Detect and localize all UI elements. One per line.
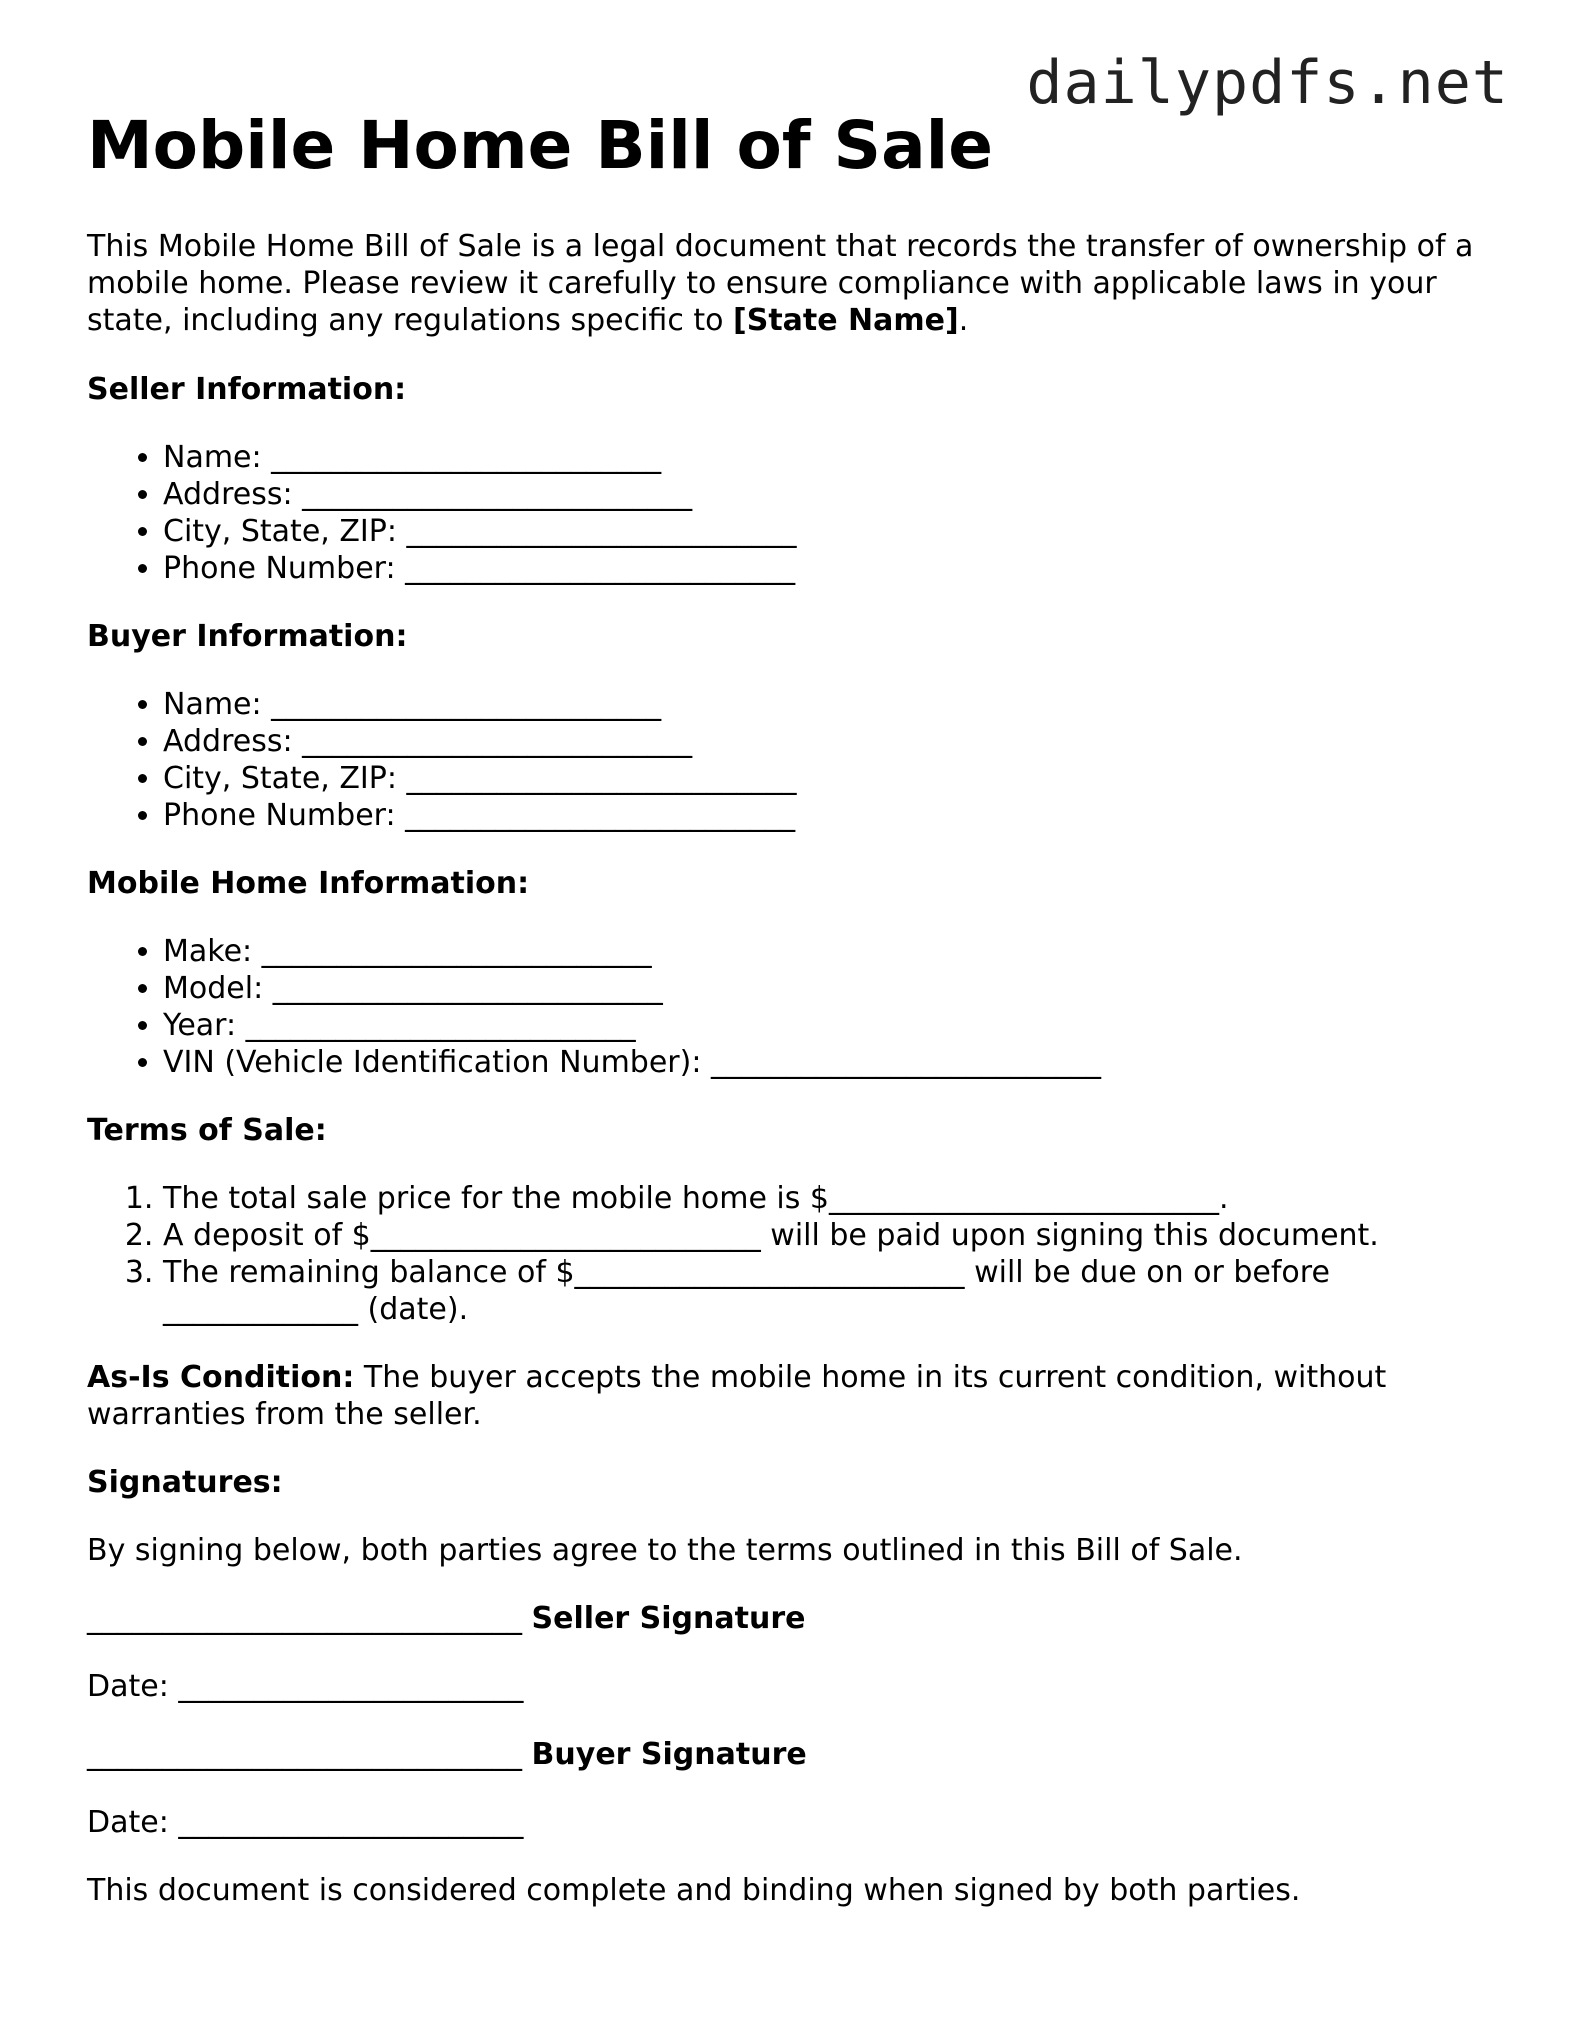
signatures-statement: By signing below, both parties agree to the terms outlined in this Bill of Sale.	[87, 1532, 1243, 1568]
page-title: Mobile Home Bill of Sale	[87, 107, 993, 184]
deposit-term[interactable]: 2. A deposit of $__________________________ will be paid upon signing this document.	[163, 1217, 1507, 1254]
make-field[interactable]: • Make: __________________________	[163, 933, 1507, 970]
seller-name-field[interactable]: • Name: __________________________	[163, 439, 1507, 476]
terms-heading: Terms of Sale:	[87, 1112, 327, 1148]
seller-city-state-zip-field[interactable]: • City, State, ZIP: __________________________	[163, 513, 1507, 550]
seller-fields	[87, 439, 1507, 587]
buyer-signature-label: Buyer Signature	[531, 1736, 807, 1772]
buyer-phone-field[interactable]: • Phone Number: __________________________	[163, 797, 1507, 834]
seller-address-field[interactable]: • Address: __________________________	[163, 476, 1507, 513]
model-field[interactable]: • Model: __________________________	[163, 970, 1507, 1007]
state-name-placeholder: [State Name]	[733, 302, 959, 338]
watermark: dailypdfs.net	[1026, 48, 1509, 118]
seller-signature-line[interactable]: _____________________________ Seller Signature	[87, 1600, 806, 1636]
buyer-signature-line[interactable]: _____________________________ Buyer Signature	[87, 1736, 807, 1772]
closing-statement: This document is considered complete and binding when signed by both parties.	[87, 1872, 1301, 1908]
seller-heading: Seller Information:	[87, 371, 407, 407]
signatures-heading: Signatures:	[87, 1464, 283, 1500]
buyer-fields	[87, 686, 1507, 834]
buyer-name-field[interactable]: • Name: __________________________	[163, 686, 1507, 723]
terms-list	[87, 1180, 1507, 1328]
intro-paragraph: This Mobile Home Bill of Sale is a legal document that records the transfer of ownership of a mobile home. Please review it carefully to ensure compliance with applicable laws in your state, including any regulations specific to [State Name].	[87, 228, 1474, 338]
as-is-condition: As-Is Condition: The buyer accepts the mobile home in its current condition, without warranties from the seller.	[87, 1359, 1387, 1432]
seller-date-line[interactable]: Date: _______________________	[87, 1668, 524, 1704]
seller-signature-label: Seller Signature	[531, 1600, 806, 1636]
year-field[interactable]: • Year: __________________________	[163, 1007, 1507, 1044]
vin-field[interactable]: • VIN (Vehicle Identification Number): __________________________	[163, 1044, 1507, 1081]
balance-term[interactable]: 3. The remaining balance of $__________________________ will be due on or before _____________ (date).	[163, 1254, 1507, 1328]
seller-phone-field[interactable]: • Phone Number: __________________________	[163, 550, 1507, 587]
sale-price-term[interactable]: 1. The total sale price for the mobile home is $__________________________.	[163, 1180, 1507, 1217]
mobile-home-heading: Mobile Home Information:	[87, 865, 530, 901]
buyer-heading: Buyer Information:	[87, 618, 408, 654]
buyer-date-line[interactable]: Date: _______________________	[87, 1804, 524, 1840]
buyer-address-field[interactable]: • Address: __________________________	[163, 723, 1507, 760]
document-page	[87, 108, 1507, 1909]
buyer-city-state-zip-field[interactable]: • City, State, ZIP: __________________________	[163, 760, 1507, 797]
mobile-home-fields	[87, 933, 1507, 1081]
as-is-label: As-Is Condition:	[87, 1359, 355, 1395]
